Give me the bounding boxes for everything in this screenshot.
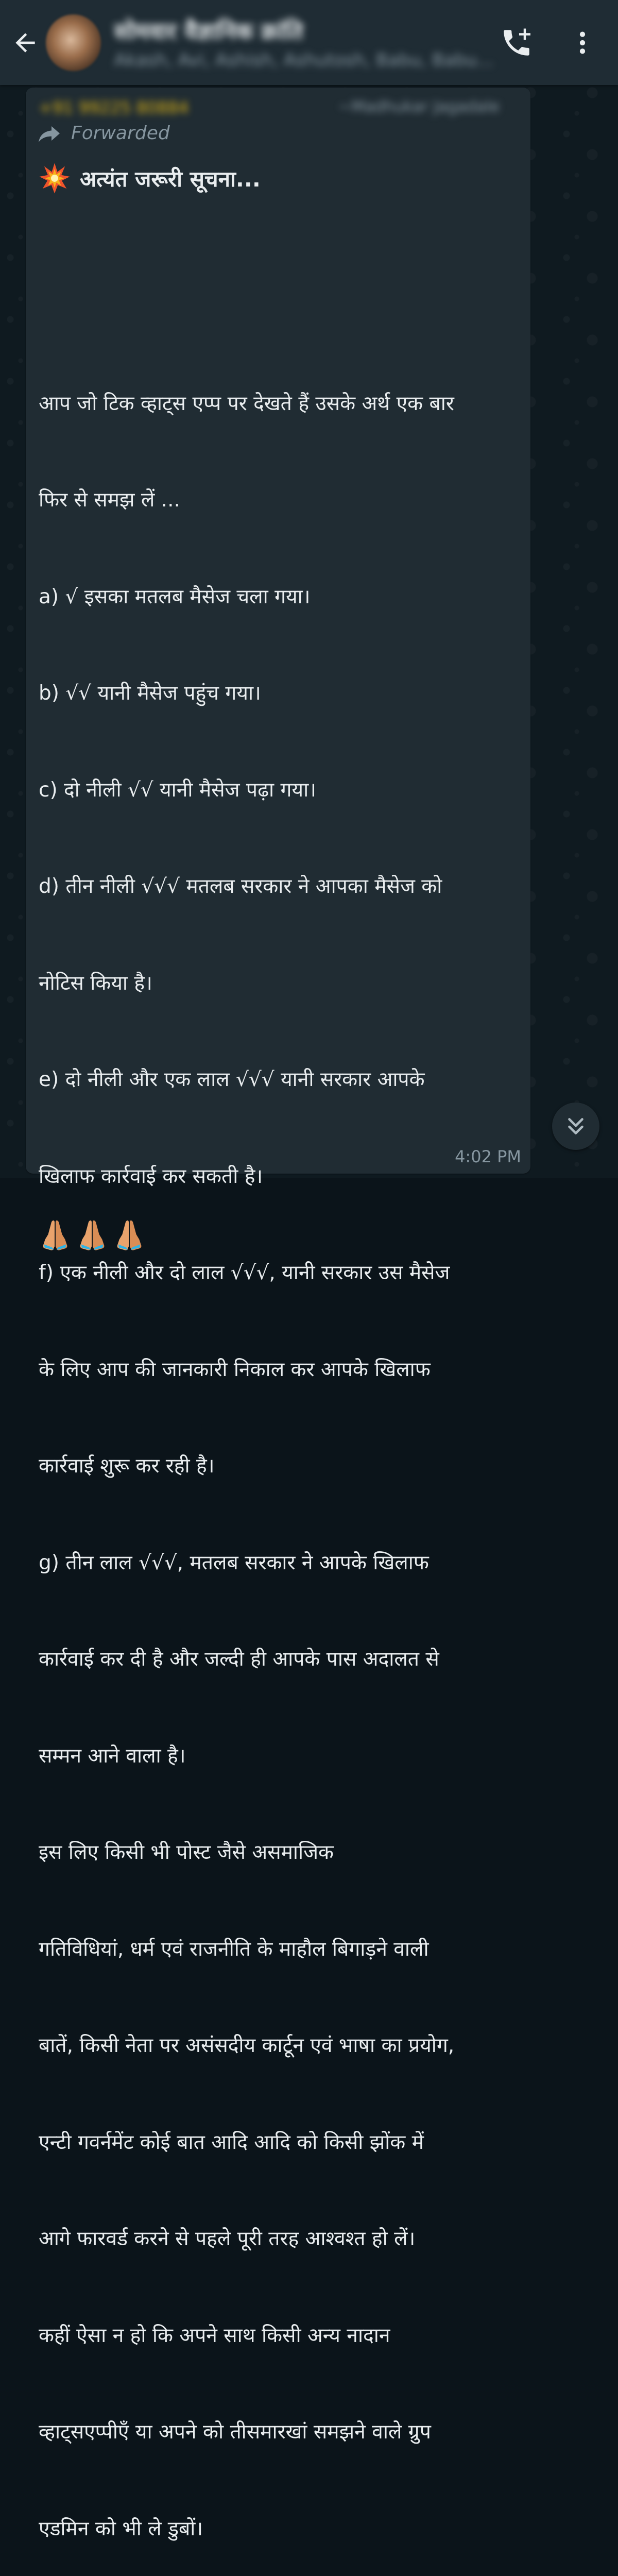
sender-phone[interactable]: +91 99225 80884 xyxy=(39,98,189,117)
double-chevron-down-icon xyxy=(563,1113,589,1139)
message-line: कार्रवाई शुरू कर रही है। xyxy=(39,1454,215,1478)
message-line: a) √ इसका मतलब मैसेज चला गया। xyxy=(39,585,311,608)
message-heading xyxy=(39,162,261,194)
message-line: कहीं ऐसा न हो कि अपने साथ किसी अन्य नादान xyxy=(39,2324,390,2347)
scroll-to-bottom-button[interactable] xyxy=(552,1103,599,1150)
message-line xyxy=(39,291,554,324)
message-line: व्हाट्सएप्पीएँ या अपने को तीसमारखां समझने वाले ग्रुप xyxy=(39,2420,431,2444)
more-vert-icon xyxy=(568,28,597,57)
back-arrow-icon xyxy=(11,28,40,57)
message-line: इस लिए किसी भी पोस्ट जैसे असमाजिक xyxy=(39,1841,334,1864)
group-name: सोमवार वैज्ञानिक क्रांति xyxy=(114,18,303,45)
group-info[interactable] xyxy=(114,15,493,71)
message-bubble[interactable] xyxy=(26,88,530,2540)
forwarded-label xyxy=(37,123,170,144)
folded-hands-icon xyxy=(77,1218,107,1250)
message-line: गतिविधियां, धर्म एवं राजनीति के माहौल बिगाड़ने वाली xyxy=(39,1937,429,1961)
message-line: आगे फारवर्ड करने से पहले पूरी तरह आश्वश्त हो लें। xyxy=(39,2227,416,2250)
message-line: सम्मन आने वाला है। xyxy=(39,1744,186,1768)
message-time: 4:02 PM xyxy=(455,1147,521,1166)
sender-name: ~Madhukar Jagadale xyxy=(338,98,500,116)
message-line: आप जो टिक व्हाट्स एप्प पर देखते हैं उसके अर्थ एक बार xyxy=(39,392,454,415)
heading-text: अत्यंत जरूरी सूचना... xyxy=(80,166,261,192)
add-call-icon xyxy=(500,26,534,60)
emoji-row xyxy=(40,1218,151,1250)
message-line: बातें, किसी नेता पर असंसदीय कार्टून एवं भाषा का प्रयोग, xyxy=(39,2034,455,2057)
message-line: नोटिस किया है। xyxy=(39,971,152,995)
group-avatar[interactable] xyxy=(46,14,101,71)
message-line: e) दो नीली और एक लाल √√√ यानी सरकार आपके xyxy=(39,1068,425,1091)
message-line: एन्टी गवर्नमेंट कोई बात आदि आदि को किसी झोंक में xyxy=(39,2130,424,2154)
message-line: b) √√ यानी मैसेज पहुंच गया। xyxy=(39,682,261,705)
message-body xyxy=(39,227,554,2576)
message-line: कार्रवाई कर दी है और जल्दी ही आपके पास अदालत से xyxy=(39,1648,439,1671)
add-call-button[interactable] xyxy=(494,20,539,66)
collision-icon xyxy=(39,162,71,194)
message-line: फिर से समझ लें ... xyxy=(39,488,180,512)
forwarded-text: Forwarded xyxy=(71,123,170,144)
message-line: d) तीन नीली √√√ मतलब सरकार ने आपका मैसेज को xyxy=(39,875,442,898)
message-line: खिलाफ कार्रवाई कर सकती है। xyxy=(39,1164,263,1188)
more-options-button[interactable] xyxy=(560,20,605,66)
folded-hands-icon xyxy=(40,1218,70,1250)
message-line: के लिए आप की जानकारी निकाल कर आपके खिलाफ xyxy=(39,1358,431,1381)
chat-header xyxy=(0,0,618,85)
message-line: एडमिन को भी ले डुबों। xyxy=(39,2517,203,2540)
message-line: c) दो नीली √√ यानी मैसेज पढ़ा गया। xyxy=(39,778,316,802)
folded-hands-icon xyxy=(114,1218,144,1250)
group-members: Akash, Avi, Ashish, Ashutosh, Babu, Babu... xyxy=(114,49,494,71)
back-button[interactable] xyxy=(8,25,43,61)
message-line: f) एक नीली और दो लाल √√√, यानी सरकार उस मैसेज xyxy=(39,1261,450,1284)
message-line: g) तीन लाल √√√, मतलब सरकार ने आपके खिलाफ xyxy=(39,1551,429,1574)
forward-icon xyxy=(37,124,62,143)
